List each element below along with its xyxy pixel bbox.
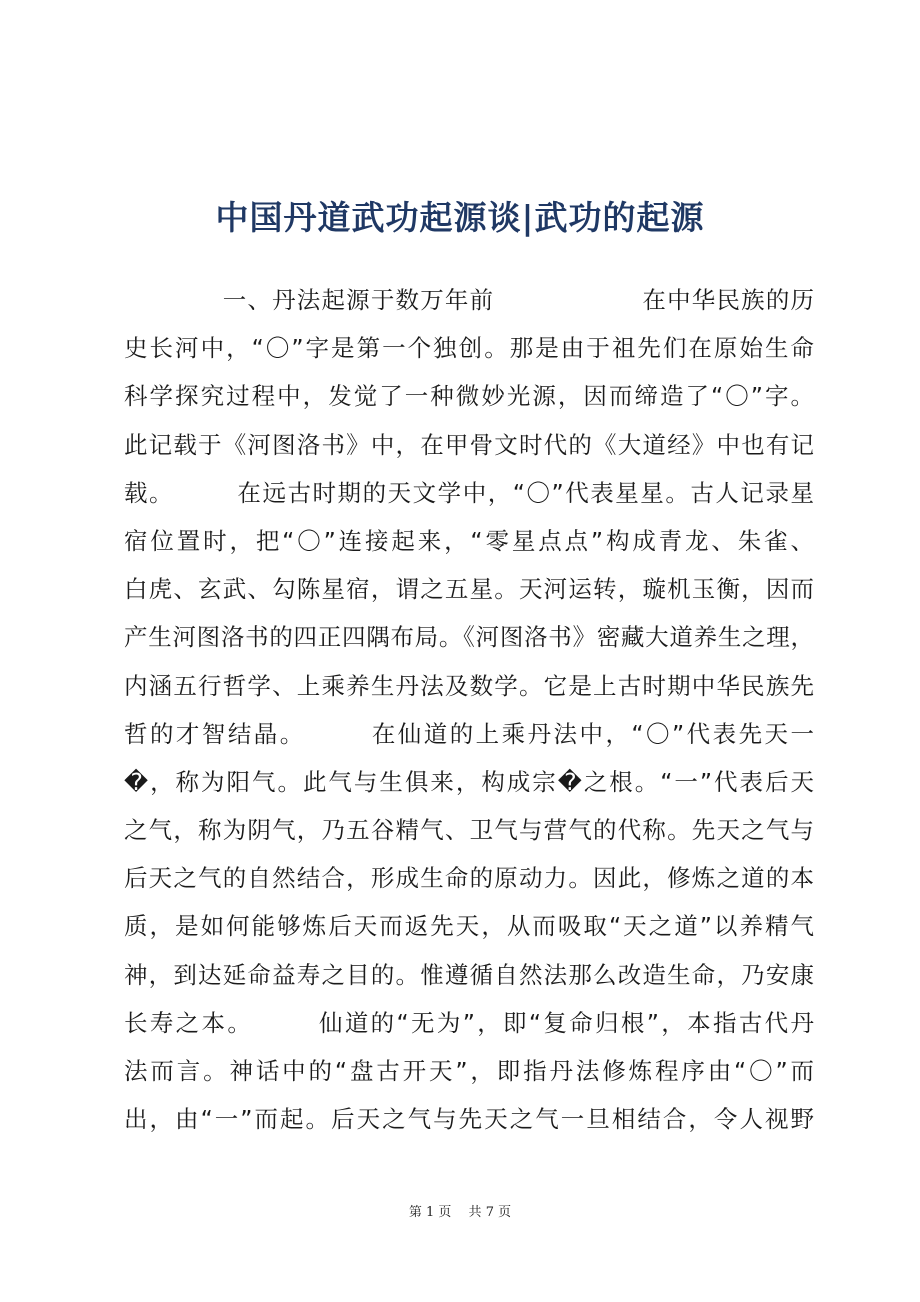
body-line: 产生河图洛书的四正四隅布局。《河图洛书》密藏大道养生之理， — [124, 623, 814, 652]
body-line: 内涵五行哲学、上乘养生丹法及数学。它是上古时期中华民族先 — [124, 671, 814, 700]
body-line: 之气，称为阴气，乃五谷精气、卫气与营气的代称。先天之气与 — [124, 816, 814, 845]
page-number-footer: 第 1 页 共 7 页 — [408, 1205, 512, 1220]
body-line: 长寿之本。 仙道的“无为”，即“复命归根”，本指古代丹 — [124, 1008, 814, 1037]
body-line: 法而言。神话中的“盘古开天”，即指丹法修炼程序由“〇”而 — [124, 1057, 814, 1085]
body-line: 白虎、玄武、勾陈星宿，谓之五星。天河运转，璇机玉衡，因而 — [124, 575, 814, 604]
body-line: 一、丹法起源于数万年前 在中华民族的历 — [124, 286, 814, 314]
body-line: 宿位置时，把“〇”连接起来，“零星点点”构成青龙、朱雀、 — [124, 526, 814, 555]
body-line: 神，到达延命益寿之目的。惟遵循自然法那么改造生命，乃安康 — [124, 960, 814, 989]
body-line: 后天之气的自然结合，形成生命的原动力。因此，修炼之道的本 — [124, 864, 814, 893]
body-line: 科学探究过程中，发觉了一种微妙光源，因而缔造了“〇”字。 — [124, 382, 814, 411]
body-line: 载。 在远古时期的天文学中，“〇”代表星星。古人记录星 — [124, 478, 814, 507]
body-line: 史长河中，“〇”字是第一个独创。那是由于祖先们在原始生命 — [124, 334, 814, 363]
document-body — [124, 276, 814, 1143]
body-line: 出，由“一”而起。后天之气与先天之气一旦相结合，令人视野 — [124, 1105, 814, 1134]
body-line: 质，是如何能够炼后天而返先天，从而吸取“天之道”以养精气 — [124, 912, 814, 941]
body-line: 哲的才智结晶。 在仙道的上乘丹法中，“〇”代表先天一 — [124, 719, 814, 748]
body-line: �，称为阳气。此气与生俱来，构成宗�之根。“一”代表后天 — [124, 767, 814, 796]
body-line: 此记载于《河图洛书》中，在甲骨文时代的《大道经》中也有记 — [124, 430, 814, 459]
document-title: 中国丹道武功起源谈|武功的起源 — [215, 198, 705, 237]
